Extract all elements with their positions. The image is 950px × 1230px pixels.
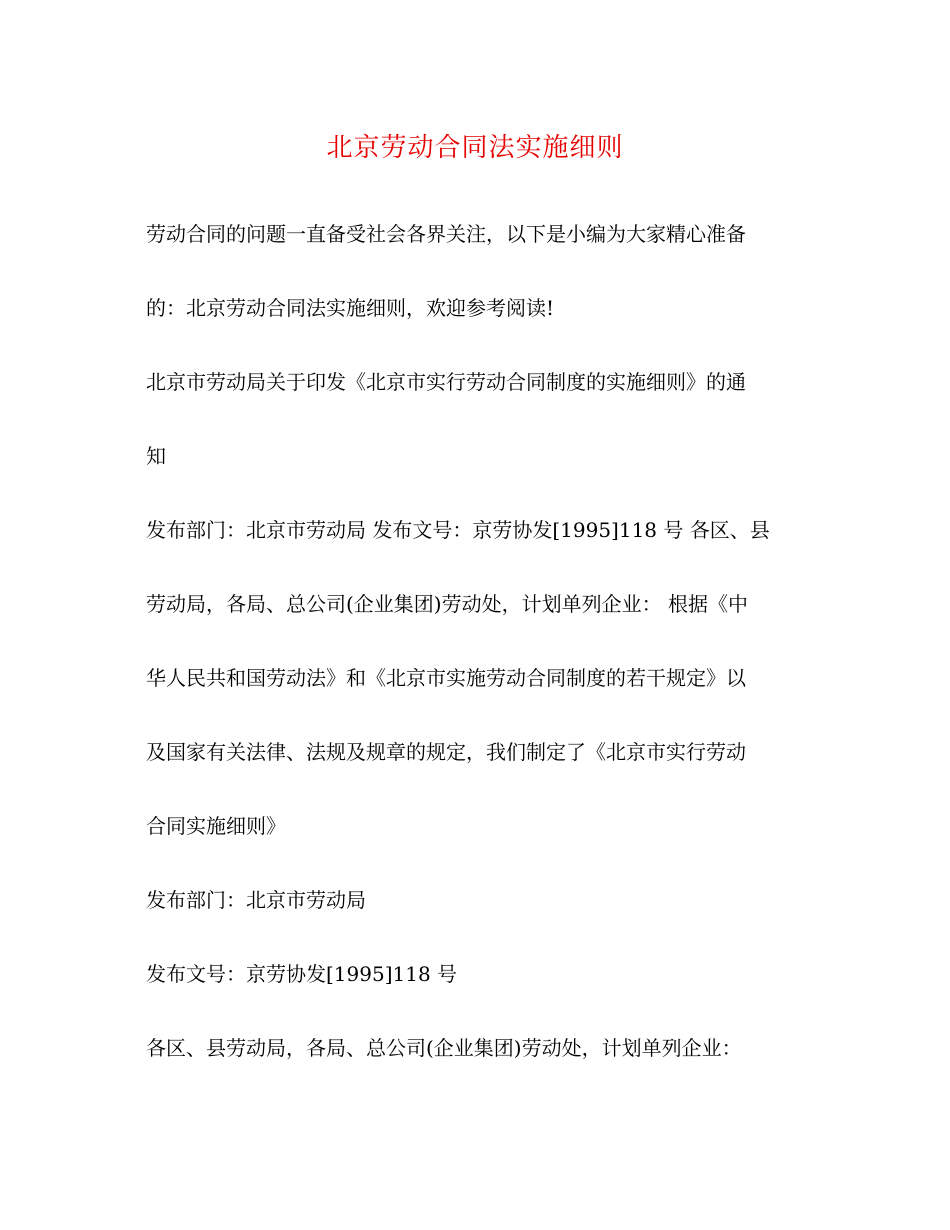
paragraph-line: 知	[146, 444, 166, 468]
paragraph-line: 劳动合同的问题一直备受社会各界关注，以下是小编为大家精心准备	[146, 222, 746, 246]
paragraph-notice-body	[146, 493, 806, 863]
paragraph-recipients	[146, 1011, 806, 1085]
paragraph-line: 及国家有关法律、法规及规章的规定，我们制定了《北京市实行劳动	[146, 740, 746, 764]
paragraph-line: 华人民共和国劳动法》和《北京市实施劳动合同制度的若干规定》以	[146, 666, 746, 690]
paragraph-line: 合同实施细则》	[146, 814, 286, 838]
paragraph-line: 发布文号：京劳协发[1995]118 号	[146, 962, 458, 986]
paragraph-line: 各区、县劳动局，各局、总公司(企业集团)劳动处，计划单列企业：	[146, 1036, 742, 1060]
document-title: 北京劳动合同法实施细则	[326, 133, 624, 163]
paragraph-intro	[146, 197, 806, 345]
paragraph-line: 北京市劳动局关于印发《北京市实行劳动合同制度的实施细则》的通	[146, 370, 746, 394]
paragraph-line: 劳动局，各局、总公司(企业集团)劳动处，计划单列企业： 根据《中	[146, 592, 748, 616]
paragraph-line: 的：北京劳动合同法实施细则，欢迎参考阅读!	[146, 296, 555, 320]
paragraph-doc-number	[146, 937, 806, 1011]
paragraph-line: 发布部门：北京市劳动局	[146, 888, 366, 912]
paragraph-publisher	[146, 863, 806, 937]
paragraph-notice-title	[146, 345, 806, 493]
paragraph-line: 发布部门：北京市劳动局 发布文号：京劳协发[1995]118 号 各区、县	[146, 518, 770, 542]
